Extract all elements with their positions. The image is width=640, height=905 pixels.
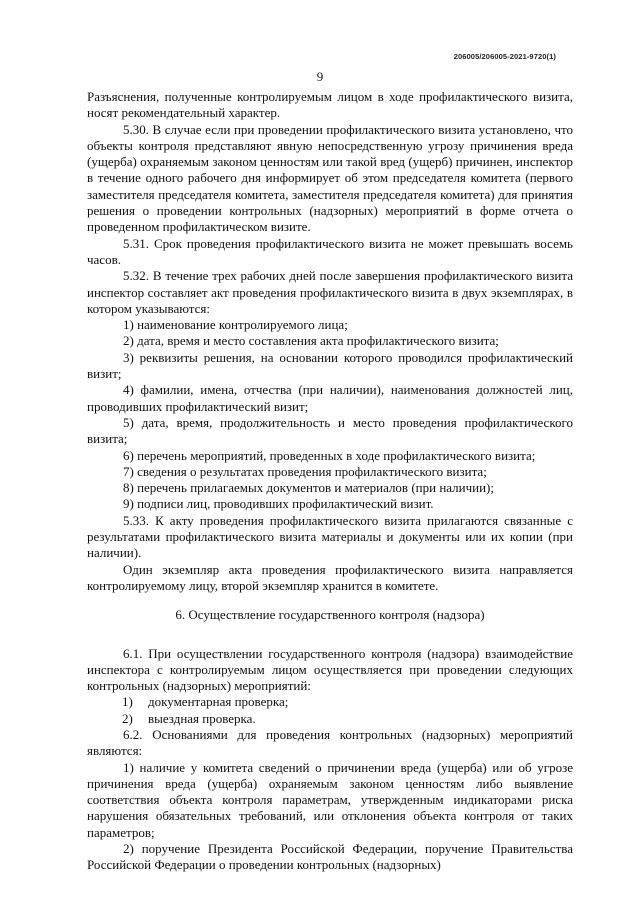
list-item-5-32-4: 4) фамилии, имена, отчества (при наличии), наименования должностей лиц, проводивших профилактический визит;	[87, 382, 573, 414]
list-item-5-32-2: 2) дата, время и место составления акта профилактического визита;	[123, 333, 499, 349]
list-item-6-1-1	[87, 694, 573, 710]
list-item-5-32-7: 7) сведения о результатах проведения профилактического визита;	[123, 463, 487, 479]
paragraph-6-2: 6.2. Основаниями для проведения контрольных (надзорных) мероприятий являются:	[87, 726, 573, 759]
list-text: выездная проверка.	[148, 710, 256, 726]
paragraph-6-1: 6.1. При осуществлении государственного контроля (надзора) взаимодействие инспектора с контролируемым лицом осуществляется при проведении следующих контрольных (надзорных) мероприятий:	[87, 645, 573, 694]
paragraph-6-2-2: 2) поручение Президента Российской Федерации, поручение Правительства Российской Федерации о проведении контрольных (надзорных)	[87, 841, 573, 873]
paragraph-clarification: Разъяснения, полученные контролируемым лицом в ходе профилактического визита, носят рекомендательный характер.	[87, 89, 573, 121]
document-body	[87, 89, 573, 874]
list-number: 1)	[122, 694, 133, 710]
list-item-6-1-2	[87, 711, 573, 727]
section-heading: 6. Осуществление государственного контроля (надзора)	[175, 607, 485, 623]
paragraph-5-32: 5.32. В течение трех рабочих дней после завершения профилактического визита инспектор составляет акт проведения профилактического визита в двух экземплярах, в котором указываются:	[87, 268, 573, 316]
paragraph-5-30: 5.30. В случае если при проведении профилактического визита установлено, что объекты контроля представляют явную непосредственную угрозу причинения вреда (ущерба) охраняемым законом ценностям или такой вред (ущерб) причинен, инспектор в течение одного рабочего дня информирует об этом председателя комитета (первого заместителя председателя комитета, заместителя председателя комитета) для принятия решения о проведении контрольных (надзорных) мероприятий в форме отчета о проведенном профилактическом визите.	[87, 121, 573, 235]
paragraph-5-31: 5.31. Срок проведения профилактического визита не может превышать восемь часов.	[87, 235, 573, 267]
list-item-5-32-1: 1) наименование контролируемого лица;	[123, 317, 348, 333]
list-item-5-32-9: 9) подписи лиц, проводивших профилактический визит.	[123, 496, 434, 512]
document-number: 206005/206005-2021-9720(1)	[453, 52, 556, 61]
list-item-5-32-8: 8) перечень прилагаемых документов и материалов (при наличии);	[123, 480, 494, 496]
paragraph-6-2-1: 1) наличие у комитета сведений о причинении вреда (ущерба) или об угрозе причинения вреда (ущерба) охраняемым законом ценностям либо выявление соответствия объекта контроля параметрам, утвержденным индикаторами риска нарушения обязательных требований, или отклонения объекта контроля от таких параметров;	[87, 759, 573, 840]
list-text: документарная проверка;	[148, 694, 289, 710]
list-item-5-32-6: 6) перечень мероприятий, проведенных в ходе профилактического визита;	[123, 447, 536, 463]
paragraph-5-33: 5.33. К акту проведения профилактического визита прилагаются связанные с результатами профилактического визита материалы и документы или их копии (при наличии).	[87, 512, 573, 561]
page-number: 9	[316, 69, 324, 84]
list-item-5-32-5: 5) дата, время, продолжительность и место проведения профилактического визита;	[87, 414, 573, 447]
list-number: 2)	[122, 710, 133, 726]
paragraph-copies: Один экземпляр акта проведения профилактического визита направляется контролируемому лицу, второй экземпляр хранится в комитете.	[87, 561, 573, 593]
list-item-5-32-3: 3) реквизиты решения, на основании которого проводился профилактический визит;	[87, 349, 573, 382]
